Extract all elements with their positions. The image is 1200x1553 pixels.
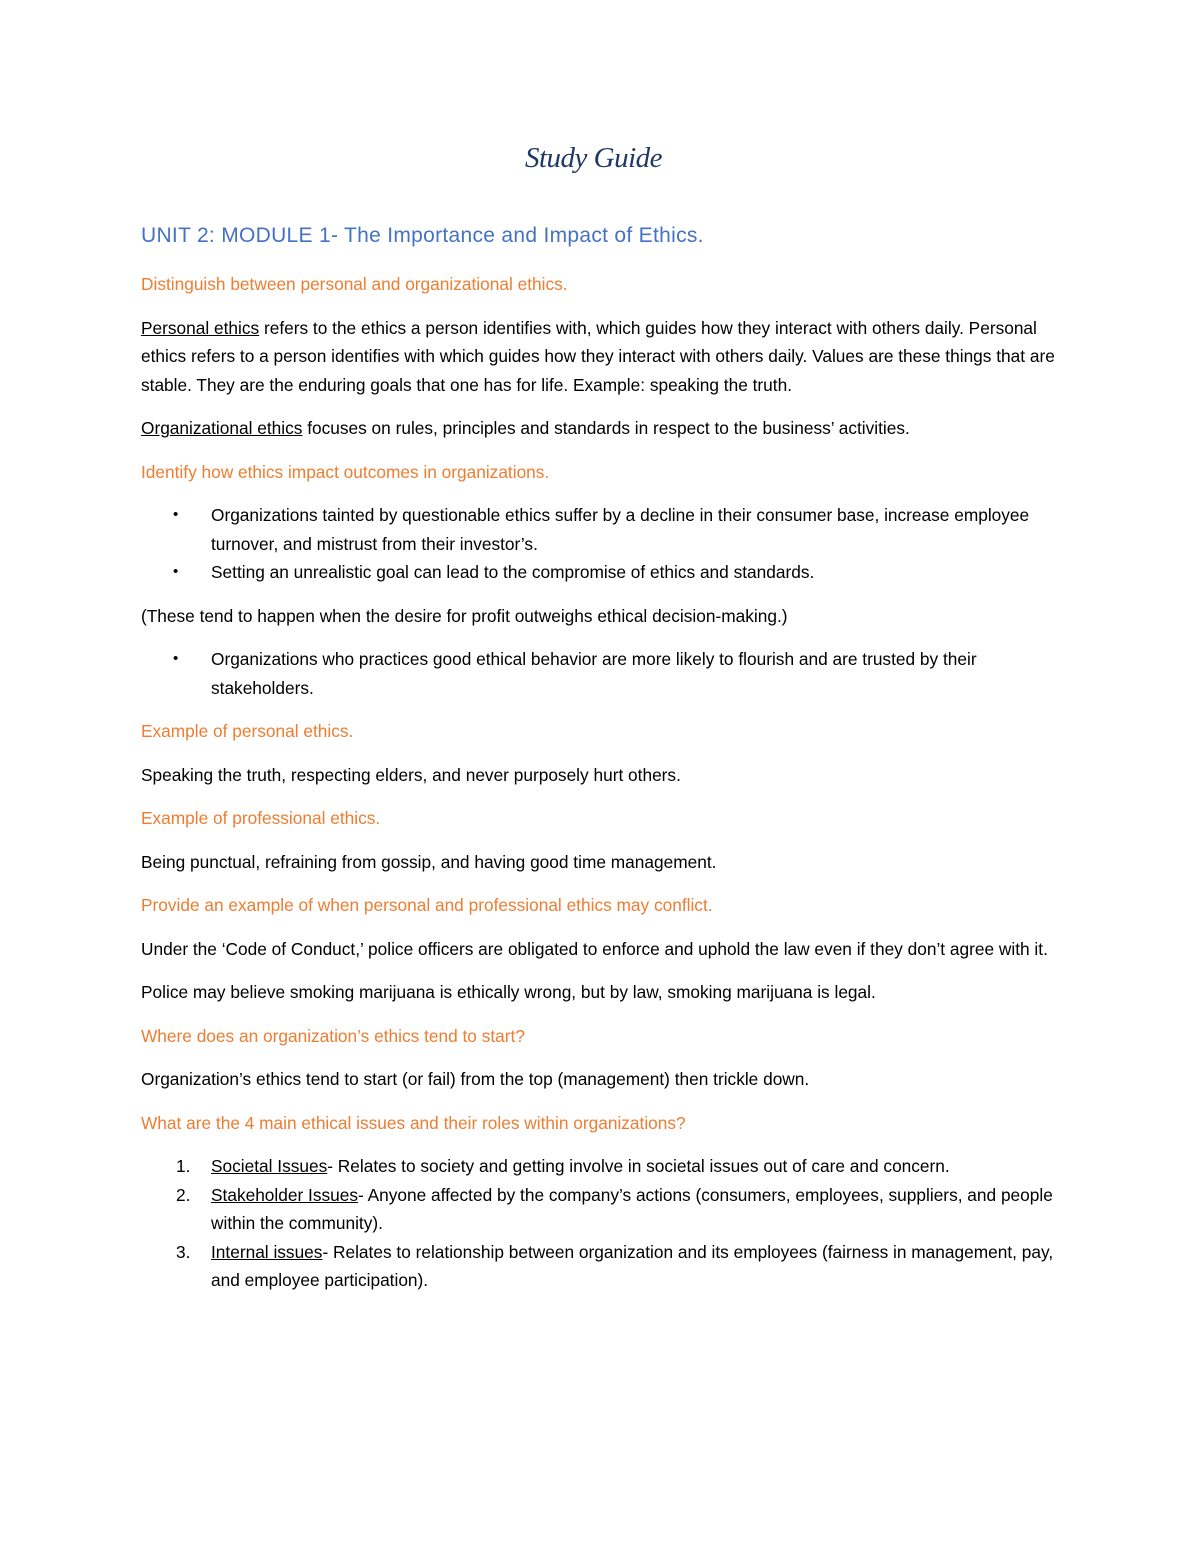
paragraph: Organization’s ethics tend to start (or fail) from the top (management) then trickle down. [141, 1069, 810, 1089]
question-heading: Identify how ethics impact outcomes in organizations. [141, 461, 550, 482]
question-heading: Example of personal ethics. [141, 721, 354, 741]
definition-text: focuses on rules, principles and standards in respect to the business’ activities. [302, 418, 910, 438]
paragraph: (These tend to happen when the desire for profit outweighs ethical decision-making.) [141, 605, 788, 626]
list-item [141, 558, 1066, 587]
list-number: 3. [176, 1241, 191, 1262]
paragraph: Speaking the truth, respecting elders, and never purposely hurt others. [141, 764, 681, 785]
question-heading: Provide an example of when personal and professional ethics may conflict. [141, 895, 713, 915]
issue-description: - Relates to relationship between organization and its employees (fairness in management, pay, and employee participation). [211, 1241, 1054, 1290]
document-body [141, 270, 1066, 1310]
paragraph [141, 414, 1066, 443]
question-heading: Example of professional ethics. [141, 808, 381, 828]
term-organizational-ethics: Organizational ethics [141, 418, 303, 438]
paragraph [141, 314, 1066, 400]
list-item [141, 1152, 1066, 1181]
term-personal-ethics: Personal ethics [141, 317, 260, 338]
issue-description: - Anyone affected by the company’s actions (consumers, employees, suppliers, and people within the community). [211, 1184, 1053, 1233]
paragraph: Being punctual, refraining from gossip, and having good time management. [141, 851, 717, 872]
list-number: 2. [176, 1184, 191, 1205]
question-heading: Distinguish between personal and organizational ethics. [141, 274, 568, 294]
list-item-text: Organizations who practices good ethical behavior are more likely to flourish and are trusted by their stakeholders. [211, 649, 977, 698]
list-item [141, 1181, 1066, 1238]
bullet-icon: • [173, 650, 179, 667]
list-item [141, 1238, 1066, 1295]
issue-term: Societal Issues [211, 1156, 328, 1176]
numbered-list [141, 1152, 1066, 1295]
document-title: Study Guide [524, 142, 663, 174]
definition-text: refers to the ethics a person identifies with, which guides how they interact with others daily. Personal ethics refers to a person identifies with which guides how they interact with others daily. Values are these things that are stable. They are the enduring goals that one has for life. Example: speaking the truth. [141, 317, 1055, 395]
list-number: 1. [176, 1156, 191, 1176]
paragraph: Under the ‘Code of Conduct,’ police officers are obligated to enforce and uphold the law even if they don’t agree with it. [141, 938, 1048, 959]
list-item [141, 501, 1066, 558]
issue-term: Stakeholder Issues [211, 1184, 358, 1205]
bullet-icon: • [173, 563, 179, 580]
list-item-text: Setting an unrealistic goal can lead to the compromise of ethics and standards. [211, 562, 815, 582]
issue-description: - Relates to society and getting involve in societal issues out of care and concern. [327, 1156, 950, 1176]
list-item [141, 645, 1066, 702]
paragraph: Police may believe smoking marijuana is ethically wrong, but by law, smoking marijuana is legal. [141, 982, 876, 1002]
question-heading: What are the 4 main ethical issues and their roles within organizations? [141, 1112, 686, 1133]
bullet-icon: • [173, 506, 179, 523]
question-heading: Where does an organization’s ethics tend to start? [141, 1025, 525, 1046]
bullet-list [141, 501, 1066, 587]
list-item-text: Organizations tainted by questionable ethics suffer by a decline in their consumer base, increase employee turnover, and mistrust from their investor’s. [211, 505, 1030, 554]
unit-heading: UNIT 2: MODULE 1- The Importance and Impact of Ethics. [141, 224, 704, 247]
bullet-list [141, 645, 1066, 702]
issue-term: Internal issues [211, 1241, 323, 1262]
